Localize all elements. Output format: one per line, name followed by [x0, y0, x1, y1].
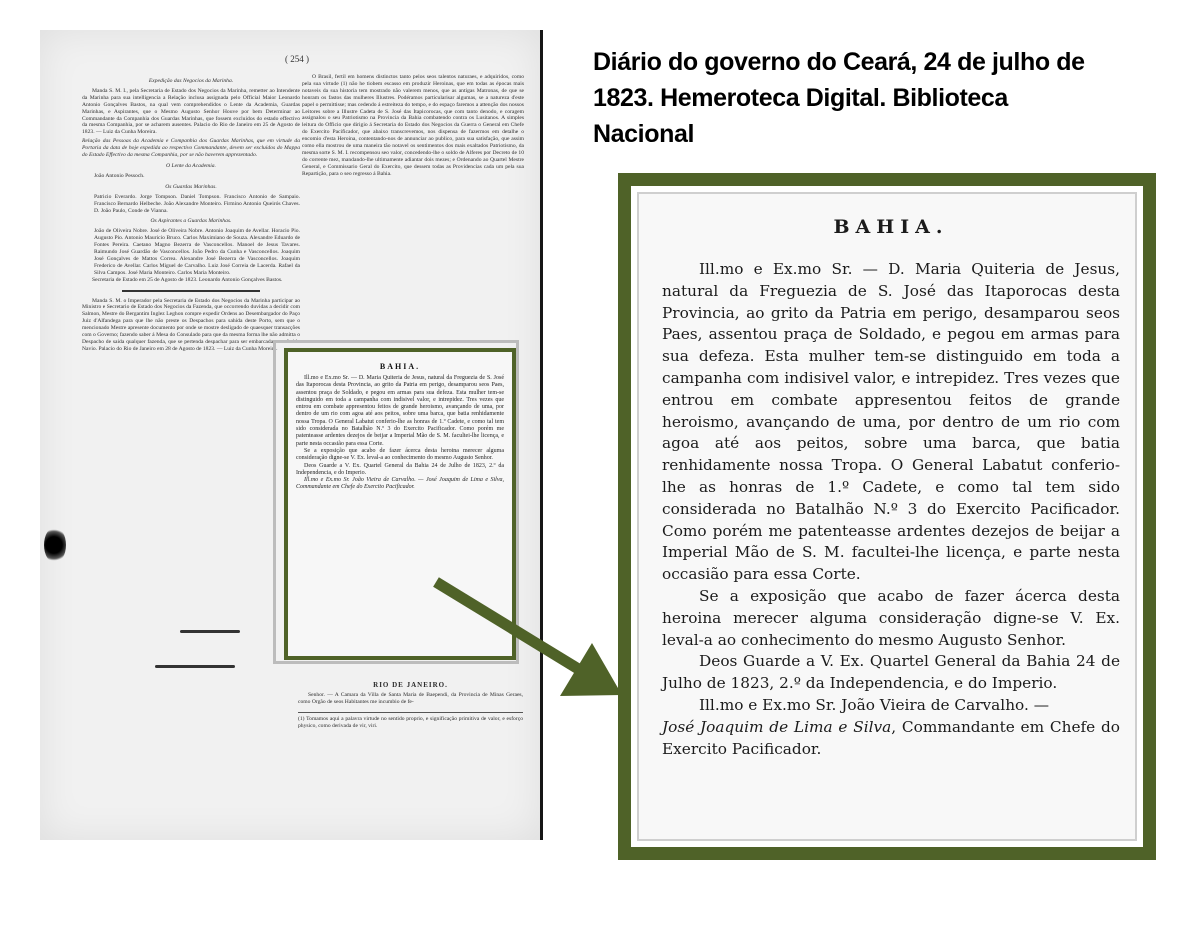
paragraph: Manda S. M. o Imperador pela Secretaria de Estado dos Negocios da Marinha participar ao Ministro e Secretario de Estado dos Negocios da Fazenda, que occorrendo duvidas a decidir com Salmon, Mestre do Bergantim Inglez Leghon compre expedir Ordens ao Desembargador do Paço Juiz d'Alfandega para que lhe não preste os Despachos para sahida deste Porto, sem que o mencionado Mestre apresente documento por onde se mostre desligado de quaesquer transacções com o Governo; fazendo saber á Mesa do Consulado para que da mesma forma lhe não admitta o Despacho de saida qualquer fazenda, que se pertenda despachar para ser embarcada no referido Navio. Palacio do Rio de Janeiro em 28 de Agosto de 1823. — Luiz da Cunha Moreira. [82, 297, 300, 352]
enlarged-paragraph: Ill.mo e Ex.mo Sr. — D. Maria Quiteria de Jesus, natural da Freguezia de S. José das Itaporocas desta Provincia, ao grito da Patria em perigo, desamparou seos Paes, assentou praça de Soldado, e pegou em armas para sua defeza. Esta mulher tem-se distinguido em toda a campanha com indisivel valor, e intrepidez. Tres vezes que entrou em combate appresentou feitos de grande heroismo, avançando de uma, por dentro de um rio com agoa até aos peitos, sobre uma barca, que batia renhidamente nossa Tropa. O General Labatut conferio-lhe as honras de 1.º Cadete, e como tal tem sido considerada no Batalhão N.º 3 do Exercito Pacificador. Como porém me patenteasse ardentes dezejos de beijar a Imperial Mão de S. M. facultei-lhe licença, e parte nesta occasião para essa Corte. [662, 260, 1120, 584]
highlighted-excerpt [284, 348, 516, 660]
section-heading: RIO DE JANEIRO. [373, 681, 448, 689]
paragraph: Secretaria de Estado em 25 de Agosto de 1823. Leonardo Antonio Gonçalves Bastos. [92, 276, 283, 283]
subheading: Os Aspirantes a Guardas Marinhas. [150, 218, 232, 225]
excerpt-title: BAHIA. [379, 362, 421, 371]
caption-line: 1823. Hemeroteca Digital. Biblioteca [593, 84, 1008, 112]
name-entry: João Antonio Pessoch. [94, 172, 145, 179]
enlarged-excerpt [637, 192, 1137, 841]
signatory-name: José Joaquim de Lima e Silva [662, 717, 892, 736]
ink-mark [180, 630, 240, 633]
paragraph: Senhor. — A Camara da Villa de Santa Maria de Baependi, da Provincia de Minas Geraes, como Orgão de seos Habitantes me incumbio de fe- [298, 691, 523, 705]
caption [593, 44, 1153, 152]
section-heading: Expedição das Negocios da Marinha. [148, 78, 234, 84]
name-list: Patricio Everardo. Jorge Tompson. Daniel Tompson. Francisco Antonio de Sampaio. Francisco Bernardo Helbeche. João Alexandre Monteiro. Firmino Antonio Queirós Chaves. D. João Paulo, Conde de Vianna. [94, 193, 300, 214]
enlarged-excerpt-mat [631, 186, 1143, 847]
name-list: João de Oliveira Nobre. José de Oliveira Nobre. Antonio Joaquim de Avellar. Horacio Pio. Augusto Pio. Antonio Mauricio Bruco. Carlos Maximiano de Souza. Alexandre Eduardo de Fontes Pereira. Caetano Magno Bezerra de Vasconcellos. Manoel de Jesus Tavares. Raimundo José Guardão de Vasconcellos. João Pedro da Cunha e Vasconcellos. Joaquim José Gonçalves de Mattos Correa. Alexandre José Bezerra de Vasconcellos. Joaquim Frederico de Avellar. Carlos Miguel de Carvalho. Luiz José Correia de Lacerda. Rafael da Silva Campos. José Maria Monteiro. Carlos Maria Monteiro. [94, 228, 300, 276]
paragraph: O Brasil, fertil em homens distinctos tanto pelos seos talentos naturaes, e adquiridos, como pela sua virtude (1) não he tiobem escasso em produzir Heroinas, que em todas as épocas mais notaveis da sua historia tem mostrado não valerem menos, que as antigas Matronas, de que se honram os fastos das mulheres Illustres. Podéramos particularisar algumas, se a natureza d'este papel o permittisse; mas cedendo á estreiteza do tempo, e do espaço faremos a attenção dos nossos Leitores sobre a Illustre Cadeta de S. José das Itapicorocas, que com tanto denodo, e coragem assignalou o seu Patriotismo na Provincia da Bahia combatendo contra os Lusitanos. A simples leitura do Officio que dirigio á Secretaria do Estado dos Negocios da Guerra o General em Chefe do Exercito Pacificador, que abaixo transcrevemos, nos dispensa de fazermos em detalhe o encomio d'esta Heroina, contentando-nos de annunciar ao publico, para sua satisfação, que assim como ella mostrou de uma maneira tão notavel os sentimentos dos mais exaltados Patriotismo, da mesma sorte S. M. I. recompensou seo valor, concedendo-lhe o soldo de Alferes por Decreto de 10 do corrente mez, mandando-lhe ultimamente adiantar dois mezes; e Ordenando ao Quartel Mestre General, e Commissario Geral do Exercito, que dessem todas as Providencias cada um pela sua Repartição, para o seo regresso á Bahia. [302, 74, 524, 177]
enlarged-title: BAHIA. [833, 216, 949, 238]
subheading: Os Guardas Marinhas. [165, 183, 217, 190]
italic-paragraph: Relação das Pessoas da Academia e Companhia dos Guardas Marinhas, que em virtude da Portaria da data de hoje expedida ao respectivo Commandante, devem ser excluidos do Mappa do Estado Effectivo da mesma Companhia, por se não haverem apprezentado. [82, 138, 300, 159]
below-section [298, 676, 523, 730]
arrow-head-icon [560, 643, 622, 696]
right-column [302, 74, 524, 180]
divider-rule [122, 290, 260, 292]
binding-hole [44, 527, 66, 563]
addressee: Ill.mo e Ex.mo Sr. João Vieira de Carvalho. — [699, 695, 1050, 714]
subheading: O Lente da Academia. [166, 162, 216, 169]
caption-line: Diário do governo do Ceará, 24 de julho de [593, 48, 1085, 76]
paragraph: Manda S. M. I., pela Secretaria de Estado dos Negocios da Marinha, remetter ao Intendente da Marinha para sua intelligencia a Relação inclusa assignada pelo Official Maior Leonardo Antonio Gonçalves Bastos, na qual vem comprehendidos o Lente da Academia, Guardas Marinhas, e Aspirantes, que o Mesmo Augusto Senhor Houve por bem Determinar ao Commandante da Companhia dos Guardas Marinhas, que fossem excluidos do estado effectivo da mesma Companhia, por se acharem ausentes. Palacio do Rio de Janeiro em 25 de Agosto de 1823. — Luiz da Cunha Moreira. [82, 87, 300, 136]
enlarged-paragraph: Deos Guarde a V. Ex. Quartel General da Bahia 24 de Julho de 1823, 2.º da Independencia, e do Imperio. [662, 652, 1120, 693]
footnote: (1) Tomamos aqui a palavra virtude no sentido proprio, e significação primitiva de valor, e esforço physico, como derivada de vir, viri. [298, 712, 523, 730]
signatory-title: , Commandante em Chefe do Exercito Pacificador. [662, 717, 1120, 758]
page-number: ( 254 ) [285, 54, 309, 64]
caption-line: Nacional [593, 120, 694, 148]
excerpt-paragraph: Se a exposição que acabo de fazer ácerca desta heroina merecer alguma consideração digne-se V. Ex. leval-a ao conhecimento do mesmo Augusto Senhor. [296, 447, 504, 462]
ink-mark [155, 665, 235, 668]
excerpt-paragraph: Deos Guarde a V. Ex. Quartel General da Bahia 24 de Julho de 1823, 2.º da Independencia, e do Imperio. [296, 462, 504, 476]
enlarged-paragraph: Se a exposição que acabo de fazer ácerca desta heroina merecer alguma consideração digne-se V. Ex. leval-a ao conhecimento do mesmo Augusto Senhor. [662, 586, 1120, 649]
excerpt-paragraph: Ill.mo e Ex.mo Sr. — D. Maria Quiteria de Jesus, natural da Freguezia de S. José das Itaporocas desta Provincia, ao grito da Patria em perigo, desamparou seos Paes, assentou praça de Soldado, e pegou em armas para sua defeza. Esta mulher tem-se distinguido em toda a campanha com indisivel valor, e intrepidez. Tres vezes que entrou em combate appresentou feitos de grande heroismo, avançando de uma, por dentro de um rio com agoa até aos peitos, sobre uma barca, que batia renhidamente nossa Tropa. O General Labatut conferio-lhe as honras de 1.º Cadete, e como tal tem sido considerada no Batalhão N.º 3 do Exercito Pacificador. Como porém me patenteasse ardentes dezejos de beijar a Imperial Mão de S. M. facultei-lhe licença, e parte nesta occasião para essa Corte. [296, 375, 504, 447]
enlarged-signature-paragraph [662, 695, 1120, 760]
enlarged-excerpt-frame [618, 173, 1156, 860]
left-column [82, 74, 300, 355]
excerpt-signature: Ill.mo e Ex.mo Sr. João Vieira de Carvalho. — José Joaquim de Lima e Silva, Commandante em Chefe do Exercito Pacificador. [296, 477, 504, 491]
